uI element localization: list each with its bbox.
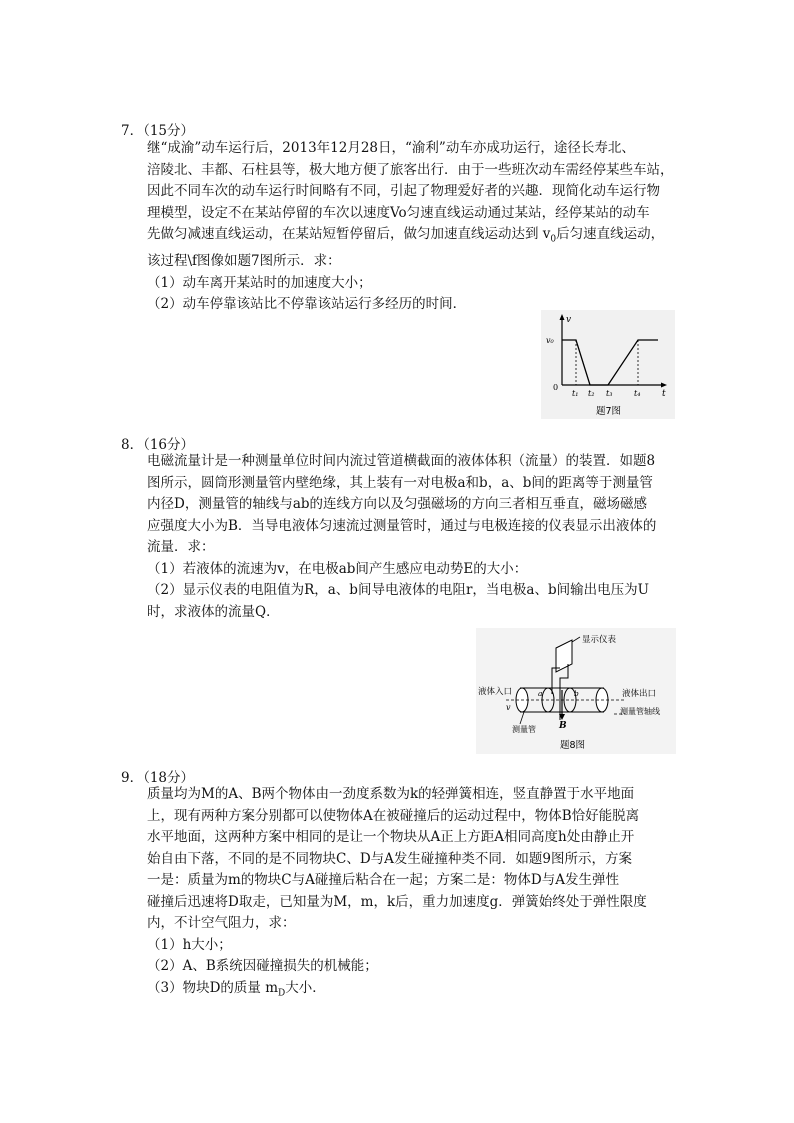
question-8-body	[147, 451, 677, 623]
velocity-label: v	[506, 703, 511, 712]
electrode-a-label: a	[538, 689, 543, 698]
outlet-label: 液体出口	[622, 689, 657, 699]
text-line: 因此不同车次的动车运行时间略有不同，引起了物理爱好者的兴趣．现简化动车运行物	[147, 183, 660, 199]
t2-label: t₂	[588, 389, 595, 398]
origin-label: 0	[553, 383, 559, 392]
question-9-body	[147, 784, 677, 1005]
sub-question-2: （2）显示仪表的电阻值为R，a、b间导电液体的电阻r，当电极a、b间输出电压为U	[147, 582, 649, 598]
text-line: 图所示，圆筒形测量管内壁绝缘，其上装有一对电极a和b，a、b间的距离等于测量管	[147, 474, 653, 491]
figure-background	[541, 310, 675, 419]
subscript: D	[278, 988, 286, 999]
axis-t-label: t	[662, 389, 666, 399]
text-line: 应强度大小为B．当导电液体匀速流过测量管时，通过与电极连接的仪表显示出液体的	[147, 517, 657, 534]
v0-label: v₀	[546, 336, 554, 345]
text-segment: 后匀速直线运动，	[556, 226, 665, 242]
text-line: 该过程\f图像如题7图所示．求：	[147, 253, 341, 270]
electrode-b-label: b	[574, 689, 579, 698]
figure-7-vt-graph	[538, 310, 678, 420]
figure-7-caption: 题7图	[596, 406, 622, 417]
text-line: 始自由下落，不同的是不同物块C、D与A发生碰撞种类不同．如题9图所示，方案	[147, 850, 632, 867]
text-line: 水平地面，这两种方案中相同的是让一个物块从A正上方距A相同高度h处由静止开	[147, 829, 635, 845]
text-line: 时，求液体的流量Q．	[147, 603, 280, 620]
question-7-number: 7．（15分）	[121, 123, 195, 139]
sub-question-1: （1）h大小；	[147, 936, 232, 953]
t3-label: t₃	[606, 389, 613, 398]
t4-label: t₄	[634, 389, 641, 398]
sub-question-3	[147, 978, 677, 1005]
text-line: 内，不计空气阻力，求：	[147, 915, 296, 931]
subscript: 0	[550, 234, 557, 245]
text-line: 碰撞后迅速将D取走，已知量为M，m，k后，重力加速度g．弹簧始终处于弹性限度	[147, 893, 647, 910]
text-line: 继“成渝”动车运行后，2013年12月28日，“渝利”动车亦成功运行，途径长寿北、	[147, 140, 635, 156]
figure-8-caption: 题8图	[560, 740, 586, 751]
sub-question-2: （2）A、B系统因碰撞损失的机械能；	[147, 958, 378, 974]
sub-question-1: （1）动车离开某站时的加速度大小；	[147, 274, 372, 291]
text-segment: 大小．	[285, 979, 326, 996]
axis-label: 测量管轴线	[620, 707, 660, 716]
text-line: 上，现有两种方案分别都可以使物体A在被碰撞后的运动过程中，物体B恰好能脱离	[147, 807, 640, 824]
question-9-number: 9．（18分）	[121, 770, 195, 786]
text-line: 流量．求：	[147, 539, 215, 555]
text-line: 内径D，测量管的轴线与ab的连线方向以及匀强磁场的方向三者相互垂直，磁场磁感	[147, 496, 648, 512]
field-B-label: B	[559, 721, 567, 731]
text-line: 理模型，设定不在某站停留的车次以速度Vo匀速直线运动通过某站，经停某站的动车	[147, 204, 650, 221]
axis-v-label: v	[566, 315, 572, 325]
text-line: 质量均为M的A、B两个物体由一劲度系数为k的轻弹簧相连，竖直静置于水平地面	[147, 786, 635, 802]
tube-label: 测量管	[512, 725, 536, 734]
meter-label: 显示仪表	[582, 635, 617, 645]
sub-question-1: （1）若液体的流速为v，在电极ab间产生感应电动势E的大小：	[147, 560, 528, 577]
inlet-label: 液体入口	[478, 687, 513, 697]
text-line: 电磁流量计是一种测量单位时间内流过管道横截面的液体体积（流量）的装置．如题8	[147, 453, 656, 469]
text-line: 一是：质量为m的物块C与A碰撞后粘合在一起；方案二是：物体D与A发生弹性	[147, 872, 619, 888]
text-segment: （3）物块D的质量 m	[147, 979, 279, 996]
text-segment: 先做匀减速直线运动，在某站短暂停留后，做匀加速直线运动达到 v	[147, 226, 551, 242]
figure-8-flowmeter	[476, 628, 676, 754]
text-line: 涪陵北、丰都、石柱县等，极大地方便了旅客出行．由于一些班次动车需经停某些车站，	[147, 161, 674, 178]
t1-label: t₁	[572, 389, 579, 398]
text-line	[147, 224, 677, 251]
question-7-body	[147, 138, 677, 316]
question-8-number: 8．（16分）	[121, 437, 195, 453]
sub-question-2: （2）动车停靠该站比不停靠该站运行多经历的时间．	[147, 296, 467, 313]
